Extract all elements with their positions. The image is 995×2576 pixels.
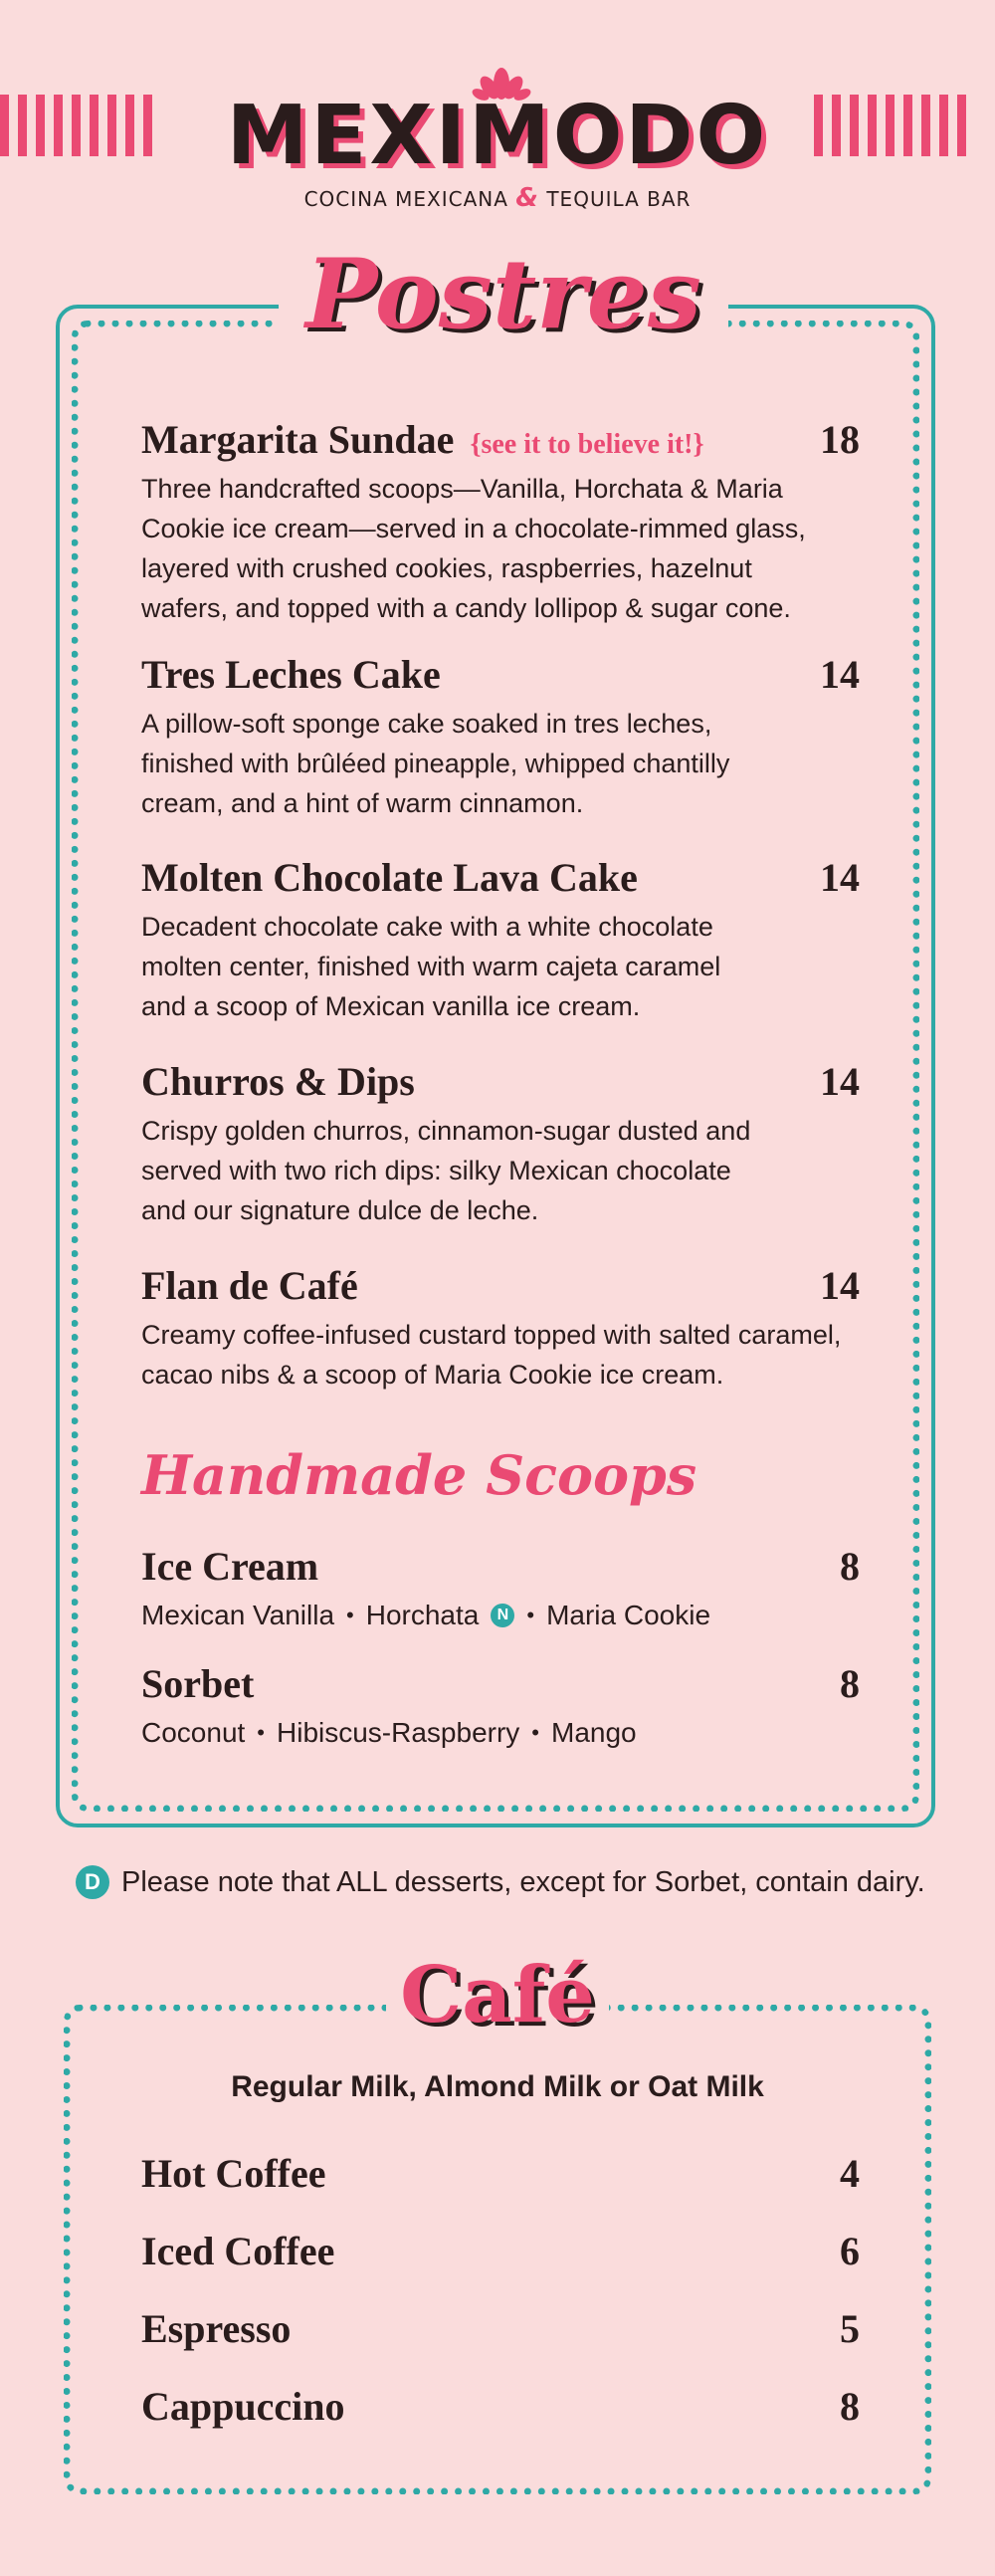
dairy-note-text: Please note that ALL desserts, except for Sorbet, contain dairy. xyxy=(121,1865,925,1898)
milk-options: Regular Milk, Almond Milk or Oat Milk xyxy=(231,2070,764,2103)
cafe-item xyxy=(141,2305,860,2352)
desc-line: Three handcrafted scoops—Vanilla, Horchata & Maria xyxy=(141,474,783,504)
separator: • xyxy=(526,1603,535,1627)
flavor: Mexican Vanilla xyxy=(141,1600,335,1630)
item-description xyxy=(141,1315,860,1395)
item-price: 6 xyxy=(840,2229,860,2273)
tagline-left: COCINA MEXICANA xyxy=(303,187,508,211)
desc-line: and a scoop of Mexican vanilla ice cream. xyxy=(141,991,641,1021)
item-description xyxy=(141,907,860,1026)
menu-item xyxy=(141,1543,860,1631)
flavor: Coconut xyxy=(141,1717,246,1748)
menu-item xyxy=(141,416,860,628)
desc-line: Decadent chocolate cake with a white chocolate xyxy=(141,912,713,942)
dairy-note xyxy=(76,1865,925,1899)
item-note: {see it to believe it!} xyxy=(470,429,704,460)
cafe-item xyxy=(141,2150,860,2197)
item-price: 4 xyxy=(840,2151,860,2196)
item-price: 14 xyxy=(820,1263,860,1308)
item-name: Churros & Dips xyxy=(141,1059,415,1104)
cafe-item xyxy=(141,2383,860,2430)
desc-line: wafers, and topped with a candy lollipop & sugar cone. xyxy=(141,593,791,623)
separator: • xyxy=(346,1603,354,1627)
item-name: Iced Coffee xyxy=(141,2229,335,2273)
menu-item xyxy=(141,651,860,823)
item-price: 5 xyxy=(840,2306,860,2351)
desc-line: Crispy golden churros, cinnamon-sugar dusted and xyxy=(141,1116,751,1146)
menu-item xyxy=(141,1262,860,1395)
desc-line: finished with brûléed pineapple, whipped chantilly xyxy=(141,749,730,778)
item-name: Flan de Café xyxy=(141,1263,358,1308)
item-name: Margarita Sundae xyxy=(141,417,455,462)
desc-line: cream, and a hint of warm cinnamon. xyxy=(141,788,584,818)
flavor: Maria Cookie xyxy=(546,1600,711,1630)
desc-line: cacao nibs & a scoop of Maria Cookie ice cream. xyxy=(141,1360,724,1390)
flavor: Hibiscus-Raspberry xyxy=(277,1717,520,1748)
cafe-title: Café xyxy=(386,1957,609,2035)
menu-item xyxy=(141,1058,860,1230)
desc-line: molten center, finished with warm cajeta caramel xyxy=(141,952,721,981)
item-price: 18 xyxy=(820,417,860,462)
flavor: Mango xyxy=(551,1717,637,1748)
item-name: Cappuccino xyxy=(141,2384,345,2429)
item-name: Ice Cream xyxy=(141,1544,319,1589)
brand-logo: MEXIMODO xyxy=(226,89,769,183)
flavor: Horchata xyxy=(365,1600,480,1630)
item-name: Espresso xyxy=(141,2306,292,2351)
brand-tagline xyxy=(0,183,995,213)
scoops-title: Handmade Scoops xyxy=(141,1443,697,1507)
item-price: 14 xyxy=(820,652,860,697)
item-price: 8 xyxy=(840,1661,860,1706)
brand-header xyxy=(0,62,995,213)
item-name: Sorbet xyxy=(141,1661,255,1706)
desc-line: Creamy coffee-infused custard topped with salted caramel, xyxy=(141,1320,842,1350)
tagline-ampersand: & xyxy=(515,183,539,213)
item-name: Hot Coffee xyxy=(141,2151,326,2196)
item-price: 14 xyxy=(820,855,860,900)
tagline-right: TEQUILA BAR xyxy=(546,187,692,211)
nut-badge-icon: N xyxy=(491,1604,514,1627)
desc-line: A pillow-soft sponge cake soaked in tres leches, xyxy=(141,709,712,739)
postres-title: Postres xyxy=(279,247,728,342)
menu-item xyxy=(141,1660,860,1749)
desc-line: and our signature dulce de leche. xyxy=(141,1195,539,1225)
item-description xyxy=(141,469,860,628)
desc-line: Cookie ice cream—served in a chocolate-rimmed glass, xyxy=(141,514,806,543)
separator: • xyxy=(531,1720,539,1745)
item-price: 8 xyxy=(840,2384,860,2429)
item-price: 14 xyxy=(820,1059,860,1104)
item-name: Molten Chocolate Lava Cake xyxy=(141,855,638,900)
desc-line: layered with crushed cookies, raspberries, hazelnut xyxy=(141,553,752,583)
item-description xyxy=(141,704,860,823)
cafe-item xyxy=(141,2228,860,2274)
item-description xyxy=(141,1111,860,1230)
item-price: 8 xyxy=(840,1544,860,1589)
separator: • xyxy=(257,1720,265,1745)
menu-item xyxy=(141,854,860,1026)
desc-line: served with two rich dips: silky Mexican chocolate xyxy=(141,1156,731,1185)
item-name: Tres Leches Cake xyxy=(141,652,441,697)
dairy-badge-icon: D xyxy=(76,1865,109,1899)
flavor-list xyxy=(141,1717,860,1749)
flavor-list xyxy=(141,1600,860,1631)
